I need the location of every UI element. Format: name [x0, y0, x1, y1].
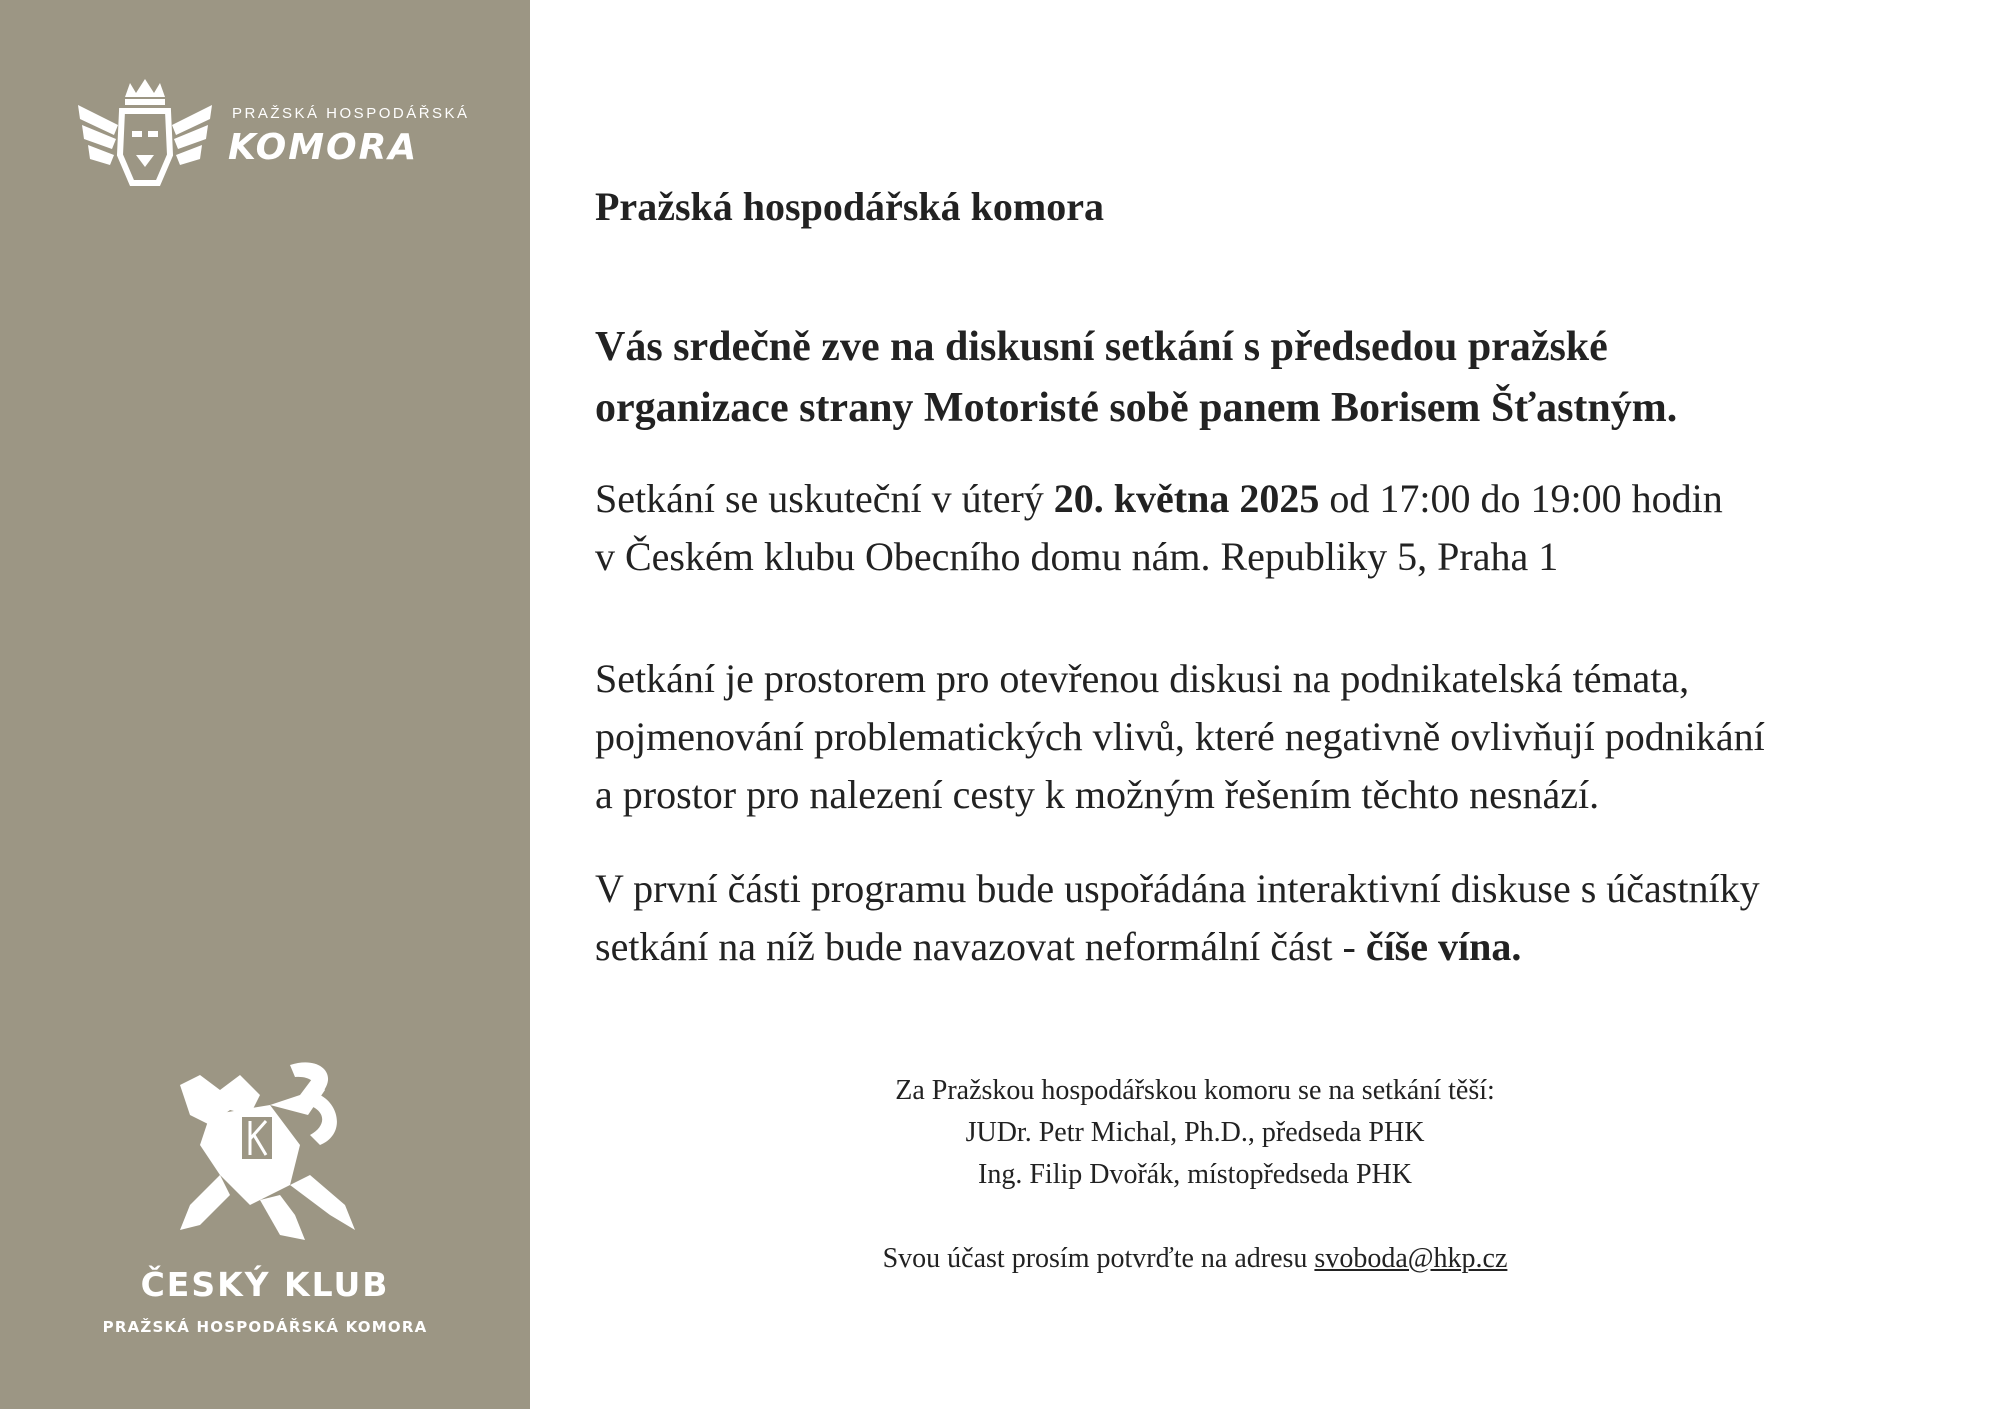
event-place: v Českém klubu Obecního domu nám. Republiky 5, Praha 1	[595, 534, 1559, 579]
event-date: 20. května 2025	[1053, 476, 1320, 521]
lion-rampant-icon	[170, 1055, 370, 1250]
signature-person1: JUDr. Petr Michal, Ph.D., předseda PHK	[965, 1117, 1425, 1148]
description-paragraph	[595, 650, 1935, 824]
invitation-heading	[595, 317, 1935, 439]
event-time-prefix: Setkání se uskuteční v úterý	[595, 476, 1054, 521]
description-line2: pojmenování problematických vlivů, které negativně ovlivňují podnikání	[595, 714, 1765, 759]
program-line1: V první části programu bude uspořádána interaktivní diskuse s účastníky	[595, 866, 1760, 911]
signature-person2: Ing. Filip Dvořák, místopředseda PHK	[978, 1159, 1412, 1190]
signature-block	[595, 1070, 1795, 1280]
event-details	[595, 470, 1935, 586]
rsvp-email-link[interactable]: svoboda@hkp.cz	[1314, 1243, 1508, 1274]
phk-logo	[70, 75, 470, 195]
description-line3: a prostor pro nalezení cesty k možným řešením těchto nesnází.	[595, 772, 1600, 817]
club-title: ČESKÝ KLUB	[140, 1265, 390, 1304]
rsvp-text: Svou účast prosím potvrďte na adresu	[882, 1243, 1315, 1274]
invitation-line1: Vás srdečně zve na diskusní setkání s předsedou pražské	[595, 324, 1608, 370]
sidebar	[0, 0, 530, 1409]
event-time-suffix: od 17:00 do 19:00 hodin	[1319, 476, 1723, 521]
event-time	[595, 470, 1935, 528]
program-paragraph	[595, 860, 1935, 976]
organization-name: Pražská hospodářská komora	[595, 184, 1104, 229]
invitation-line2: organizace strany Motoristé sobě panem Borisem Šťastným.	[595, 385, 1678, 431]
program-line2-text: setkání na níž bude navazovat neformální část -	[595, 924, 1366, 969]
logo-line2: KOMORA	[228, 127, 419, 168]
signature-intro: Za Pražskou hospodářskou komoru se na setkání těší:	[895, 1075, 1495, 1106]
lion-crown-emblem-icon	[70, 75, 220, 195]
logo-line1: PRAŽSKÁ HOSPODÁŘSKÁ	[232, 105, 470, 122]
description-line1: Setkání je prostorem pro otevřenou diskusi na podnikatelská témata,	[595, 656, 1690, 701]
program-line2	[595, 918, 1935, 976]
program-wine: číše vína.	[1365, 924, 1522, 969]
club-subtitle: PRAŽSKÁ HOSPODÁŘSKÁ KOMORA	[102, 1318, 428, 1336]
rsvp-line	[595, 1238, 1795, 1280]
